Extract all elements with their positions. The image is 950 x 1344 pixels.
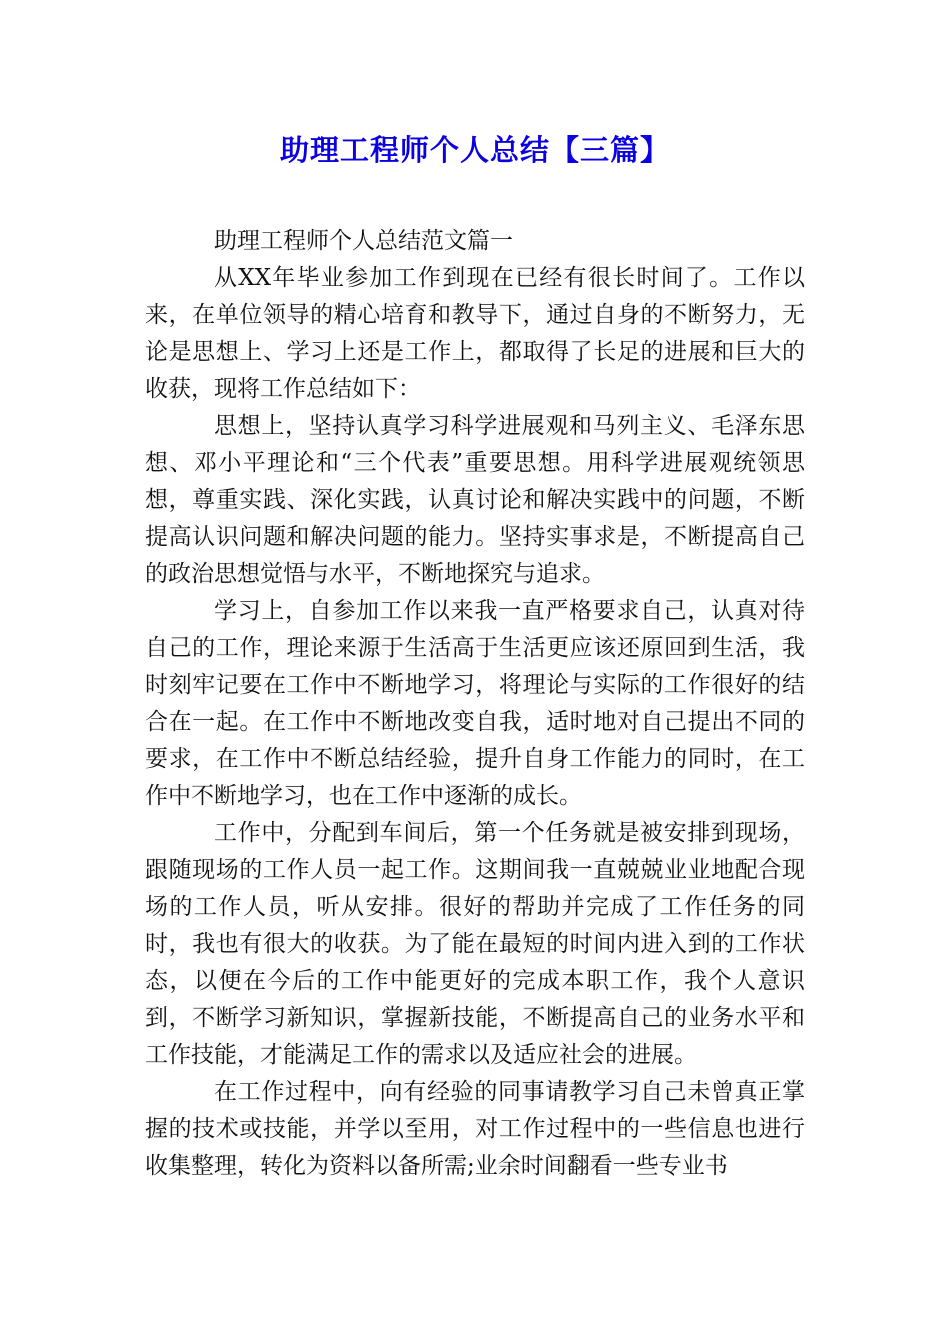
section-heading: 助理工程师个人总结范文篇一 [214,228,513,254]
paragraph-study: 学习上，自参加工作以来我一直严格要求自己，认真对待自己的工作，理论来源于生活高于生活更应该还原回到生活，我时刻牢记要在工作中不断地学习，将理论与实际的工作很好的结合在一起。在工作中不断地改变自我，适时地对自己提出不同的要求，在工作中不断总结经验，提升自身工作能力的同时，在工作中不断地学习，也在工作中逐渐的成长。 [145,598,805,809]
paragraph-thought: 思想上，坚持认真学习科学进展观和马列主义、毛泽东思想、邓小平理论和“三个代表”重要思想。用科学进展观统领思想，尊重实践、深化实践，认真讨论和解决实践中的问题，不断提高认识问题和解决问题的能力。坚持实事求是，不断提高自己的政治思想觉悟与水平，不断地探究与追求。 [145,413,805,587]
paragraph-work: 工作中，分配到车间后，第一个任务就是被安排到现场，跟随现场的工作人员一起工作。这期间我一直兢兢业业地配合现场的工作人员，听从安排。很好的帮助并完成了工作任务的同时，我也有很大的收获。为了能在最短的时间内进入到的工作状态，以便在今后的工作中能更好的完成本职工作，我个人意识到，不断学习新知识，掌握新技能，不断提高自己的业务水平和工作技能，才能满足工作的需求以及适应社会的进展。 [145,820,805,1068]
document-body [145,223,805,1185]
paragraph-work-process: 在工作过程中，向有经验的同事请教学习自己未曾真正掌握的技术或技能，并学以至用，对工作过程中的一些信息也进行收集整理，转化为资料以备所需;业余时间翻看一些专业书 [145,1079,805,1179]
paragraph-intro: 从XX年毕业参加工作到现在已经有很长时间了。工作以来，在单位领导的精心培育和教导下，通过自身的不断努力，无论是思想上、学习上还是工作上，都取得了长足的进展和巨大的收获，现将工作总结如下： [145,265,805,402]
document-title: 助理工程师个人总结【三篇】 [279,133,670,167]
